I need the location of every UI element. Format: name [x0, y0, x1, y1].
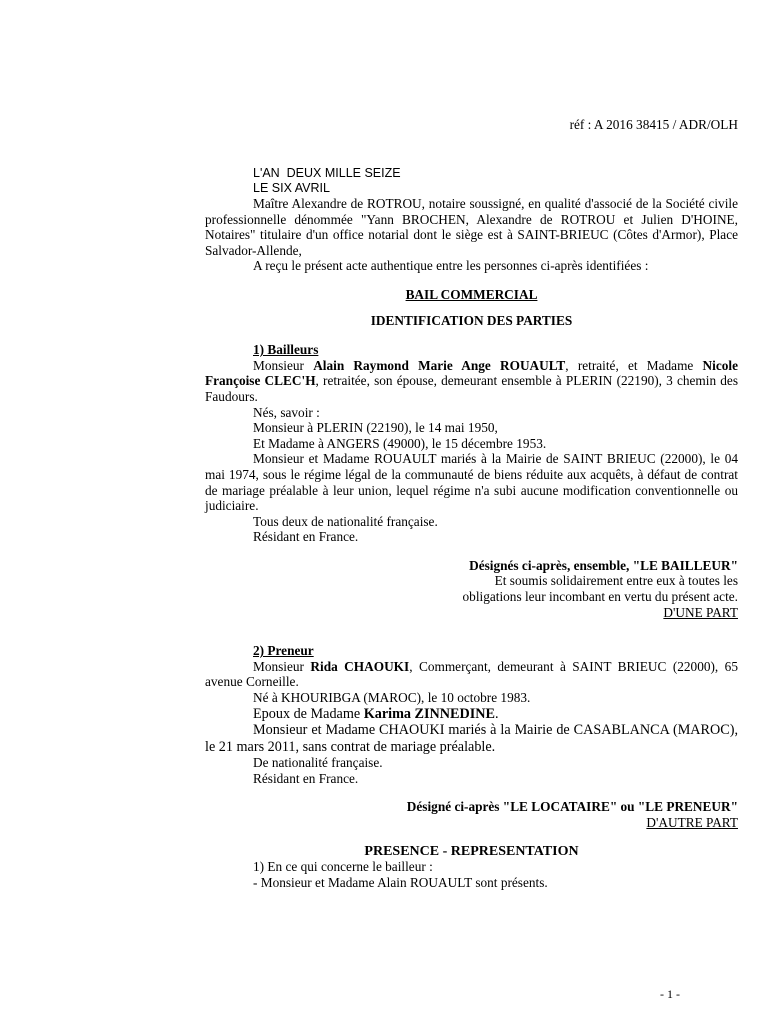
bailleurs-identity — [205, 358, 738, 405]
main-title: BAIL COMMERCIAL — [405, 286, 538, 302]
bailleurs-section — [205, 342, 738, 620]
bailleur-soumis-1: Et soumis solidairement entre eux à toutes les — [494, 573, 738, 589]
preneur-part-wrap — [205, 815, 738, 831]
bailleurs-residence: Résidant en France. — [253, 529, 359, 545]
preneur-section — [205, 643, 738, 830]
bailleur-part: D'UNE PART — [663, 604, 738, 620]
document-body — [205, 166, 738, 890]
bailleurs-intro-2: , retraité, et Madame — [565, 357, 703, 373]
spouse-suffix: . — [494, 705, 499, 722]
presence-line-1: 1) En ce qui concerne le bailleur : — [253, 859, 433, 875]
bailleurs-heading: 1) Bailleurs — [253, 342, 319, 358]
preneur-designation: Désigné ci-après "LE LOCATAIRE" ou "LE PRENEUR" — [406, 799, 738, 815]
bailleur-part-wrap — [205, 605, 738, 621]
preneur-identity — [205, 659, 738, 690]
main-title-wrap — [205, 287, 738, 303]
bailleur-name-2: Nicole Françoise CLEC'H — [205, 357, 738, 389]
birth-madame: Et Madame à ANGERS (49000), le 15 décembre 1953. — [253, 435, 547, 451]
preneur-part: D'AUTRE PART — [646, 814, 738, 830]
birth-monsieur: Monsieur à PLERIN (22190), le 14 mai 1950, — [253, 420, 498, 436]
preneur-nationality: De nationalité française. — [253, 755, 383, 771]
page-number: - 1 - — [660, 987, 680, 1001]
preneur-spouse — [205, 706, 738, 723]
spouse-name: Karima ZINNEDINE — [363, 705, 495, 722]
received-line: A reçu le présent acte authentique entre les personnes ci-après identifiées : — [253, 258, 649, 274]
bailleurs-intro-3: , retraitée, son épouse, demeurant ensemble à PLERIN (22190), 3 chemin des Faudours. — [205, 373, 738, 404]
bailleur-name-1: Alain Raymond Marie Ange ROUAULT — [313, 357, 566, 373]
notary-paragraph: Maître Alexandre de ROTROU, notaire soussigné, en qualité d'associé de la Société civile professionnelle dénommée "Yann BROCHEN, Alexandre de ROTROU et Julien D'HOINE, Notaires" titulaire d'un office notarial dont le siège est à SAINT-BRIEUC (Côtes d'Armor), Place Salvador-Allende, — [205, 196, 738, 258]
spouse-prefix: Epoux de Madame — [253, 705, 364, 722]
reference-number: réf : A 2016 38415 / ADR/OLH — [569, 117, 738, 132]
preneur-intro-2: , Commerçant, demeurant à SAINT BRIEUC (22000), 65 avenue Corneille. — [205, 658, 738, 690]
date-line: LE SIX AVRIL — [253, 181, 330, 195]
preneur-birth: Né à KHOURIBGA (MAROC), le 10 octobre 1983. — [253, 690, 531, 706]
preneur-name: Rida CHAOUKI — [310, 658, 410, 674]
bailleur-soumis-2: obligations leur incombant en vertu du présent acte. — [462, 589, 738, 605]
identification-title: IDENTIFICATION DES PARTIES — [370, 312, 573, 328]
presence-line-2: - Monsieur et Madame Alain ROUAULT sont présents. — [253, 874, 548, 890]
bailleurs-nationality: Tous deux de nationalité française. — [253, 513, 438, 529]
preneur-heading-wrap — [205, 643, 738, 659]
nes-savoir: Nés, savoir : — [253, 404, 320, 420]
bailleurs-marriage: Monsieur et Madame ROUAULT mariés à la Mairie de SAINT BRIEUC (22000), le 04 mai 1974, sous le régime légal de la communauté de biens réduite aux acquêts, à défaut de contrat de mariage préalable à leur union, lequel régime n'a subi aucune modification conventionnelle ou judiciaire. — [205, 451, 738, 514]
preamble — [205, 166, 738, 274]
presence-section — [205, 844, 738, 891]
preneur-residence: Résidant en France. — [253, 770, 359, 786]
bailleurs-heading-wrap — [205, 342, 738, 358]
preneur-intro-1: Monsieur — [253, 658, 311, 674]
bailleurs-intro-1: Monsieur — [253, 357, 314, 373]
bailleur-designation: Désignés ci-après, ensemble, "LE BAILLEUR" — [469, 557, 738, 573]
preneur-heading: 2) Preneur — [253, 643, 314, 659]
presence-title: PRESENCE - REPRESENTATION — [364, 843, 579, 859]
year-line: L'AN DEUX MILLE SEIZE — [253, 166, 401, 180]
preneur-marriage: Monsieur et Madame CHAOUKI mariés à la Mairie de CASABLANCA (MAROC), le 21 mars 2011, sans contrat de mariage préalable. — [205, 722, 738, 755]
